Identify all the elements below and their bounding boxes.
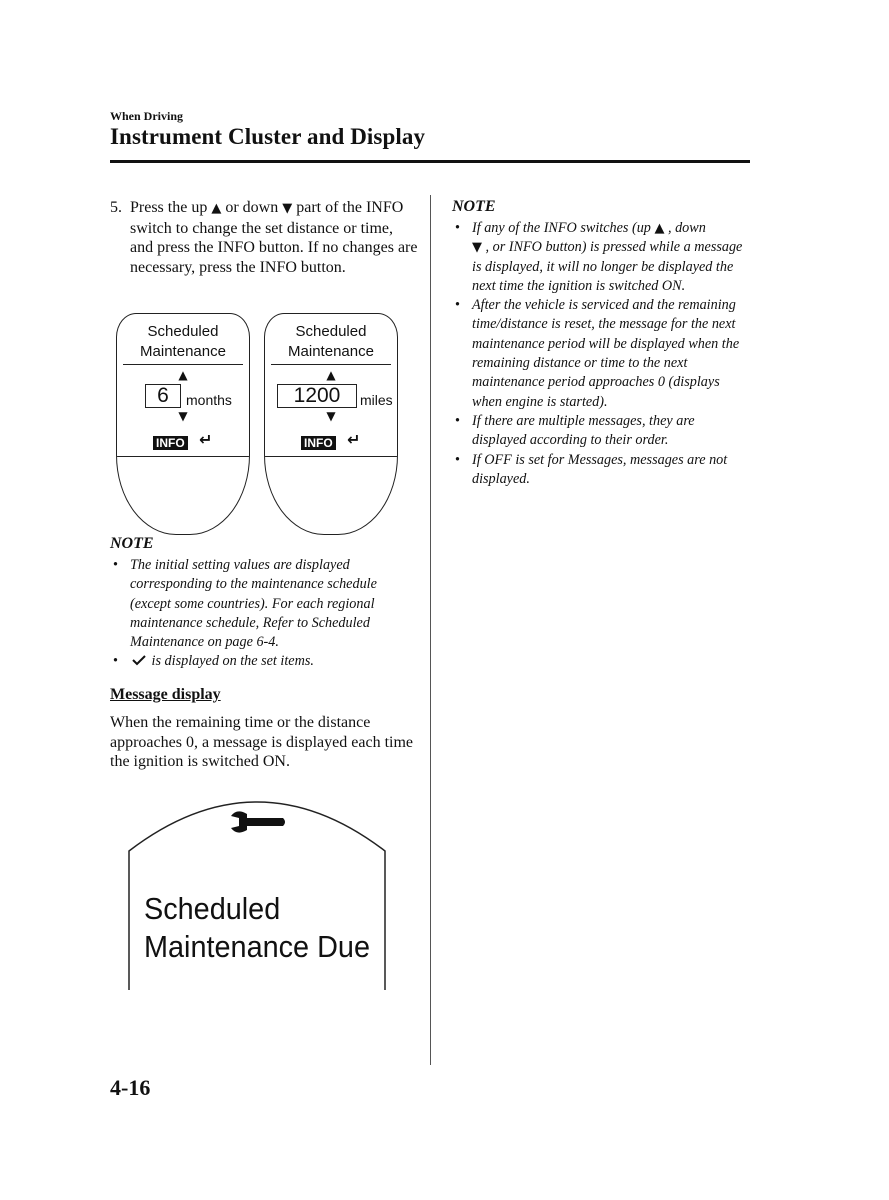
column-divider <box>430 195 431 1065</box>
note-item: • If there are multiple messages, they are displayed according to their order. <box>452 412 752 451</box>
display-panel-miles <box>264 313 398 535</box>
note-item: • The initial setting values are displayed corresponding to the maintenance schedule (except some countries). For each regional maintenance schedule, Refer to Scheduled Maintenance on page 6-4. <box>110 556 420 652</box>
unit-label: months <box>186 392 232 408</box>
message-display-heading: Message display <box>110 686 221 703</box>
up-arrow-icon: ▲ <box>326 368 336 382</box>
note-heading: NOTE <box>452 198 496 215</box>
down-arrow-icon: ▼ <box>282 201 293 216</box>
panel-title: Scheduled Maintenance <box>140 323 226 360</box>
note-heading: NOTE <box>110 535 154 552</box>
info-button-icon: INFO <box>153 436 188 450</box>
up-arrow-icon: ▲ <box>178 368 188 382</box>
page-title: Instrument Cluster and Display <box>110 124 426 149</box>
up-arrow-icon: ▲ <box>654 221 665 236</box>
note-list <box>452 219 752 489</box>
info-button-icon: INFO <box>301 436 336 450</box>
down-arrow-icon: ▼ <box>472 240 482 256</box>
up-arrow-icon: ▲ <box>211 201 222 216</box>
panel-title: Scheduled Maintenance <box>288 323 374 360</box>
panel-divider <box>265 456 397 457</box>
note-item: • is displayed on the set items. <box>110 652 420 671</box>
down-arrow-icon: ▼ <box>326 409 336 423</box>
note-item: • If any of the INFO switches (up ▲ , down ▼ , or INFO button) is pressed while a message is displayed, it will no longer be displayed the next time the ignition is switched ON. <box>452 219 752 296</box>
step-number: 5. <box>110 199 122 216</box>
panel-divider <box>123 364 243 365</box>
value-box: 6 <box>145 384 181 408</box>
enter-icon: ↵ <box>199 430 213 449</box>
message-panel-text: Scheduled Maintenance Due <box>144 891 370 964</box>
wrench-icon <box>231 811 285 832</box>
panel-divider <box>271 364 391 365</box>
note-item: • If OFF is set for Messages, messages are not displayed. <box>452 451 752 490</box>
checkmark-icon <box>130 654 148 666</box>
down-arrow-icon: ▼ <box>178 409 188 423</box>
title-rule <box>110 160 750 163</box>
unit-label: miles <box>360 392 393 408</box>
value-box: 1200 <box>277 384 357 408</box>
step-text: Press the up ▲ or down ▼ part of the INFO switch to change the set distance or time, and press the INFO button. If no changes are necessary, press the INFO button. <box>130 199 418 276</box>
page-number: 4-16 <box>110 1075 151 1100</box>
section-label: When Driving <box>110 109 184 123</box>
display-panel-months <box>116 313 250 535</box>
message-display-body: When the remaining time or the distance approaches 0, a message is displayed each time the ignition is switched ON. <box>110 714 413 770</box>
enter-icon: ↵ <box>347 430 361 449</box>
note-list <box>110 556 420 672</box>
step-5 <box>110 198 420 277</box>
panel-divider <box>117 456 249 457</box>
note-item: • After the vehicle is serviced and the remaining time/distance is reset, the message for the next maintenance period will be displayed when the remaining distance or time to the next maintenance period approaches 0 (displays when engine is started). <box>452 296 752 412</box>
